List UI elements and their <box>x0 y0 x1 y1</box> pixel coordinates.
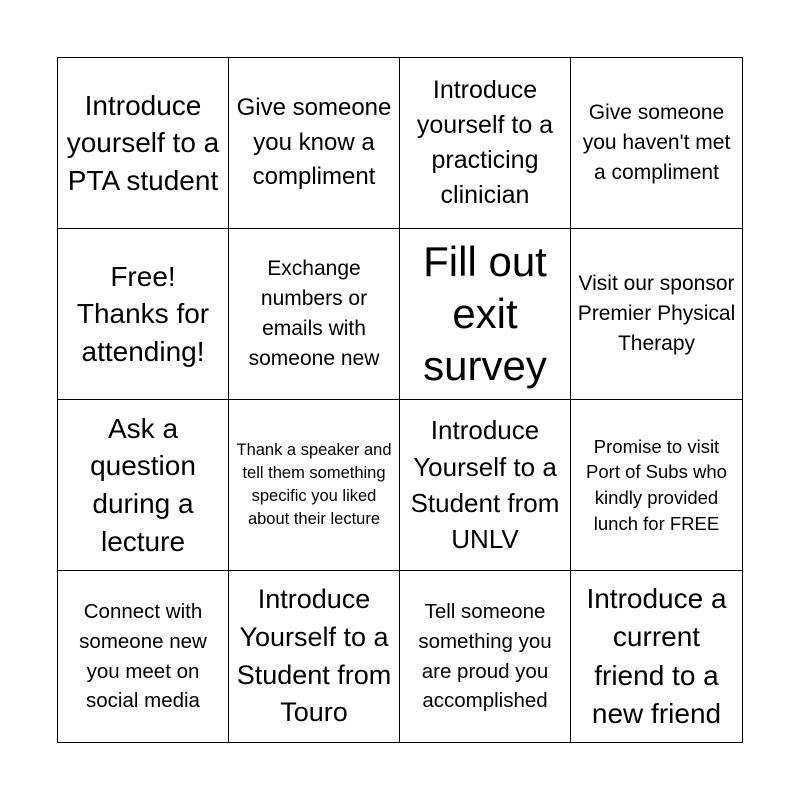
bingo-cell-r4c3[interactable] <box>400 571 571 742</box>
bingo-cell-text: Exchange numbers or emails with someone new <box>248 257 380 370</box>
bingo-cell-r3c4[interactable] <box>571 400 742 571</box>
bingo-cell-text: Visit our sponsor Premier Physical Therapy <box>577 272 736 355</box>
bingo-cell-text: Introduce yourself to a PTA student <box>66 89 220 196</box>
bingo-cell-r2c1[interactable] <box>58 229 229 400</box>
bingo-cell-text: Ask a question during a lecture <box>90 412 196 557</box>
bingo-board <box>57 57 743 743</box>
bingo-cell-text: Free! Thanks for attending! <box>76 260 210 367</box>
bingo-cell-r3c3[interactable] <box>400 400 571 571</box>
bingo-cell-text: Introduce yourself to a practicing clinician <box>416 75 554 210</box>
bingo-cell-free-space[interactable] <box>400 229 571 400</box>
bingo-cell-r3c2[interactable] <box>229 400 400 571</box>
bingo-cell-text: Tell someone something you are proud you accomplished <box>418 600 552 713</box>
bingo-cell-text: Give someone you know a compliment <box>236 93 392 191</box>
bingo-cell-r1c4[interactable] <box>571 58 742 229</box>
bingo-cell-text: Give someone you haven't met a compliment <box>582 101 731 184</box>
bingo-cell-text: Connect with someone new you meet on social media <box>79 600 207 713</box>
bingo-cell-text: Introduce Yourself to a Student from Touro <box>236 583 392 728</box>
bingo-cell-text: Introduce Yourself to a Student from UNLV <box>410 415 560 555</box>
bingo-cell-r4c2[interactable] <box>229 571 400 742</box>
bingo-cell-text: Fill out exit survey <box>423 237 547 390</box>
bingo-cell-r4c1[interactable] <box>58 571 229 742</box>
bingo-cell-r2c4[interactable] <box>571 229 742 400</box>
bingo-cell-text: Promise to visit Port of Subs who kindly provided lunch for FREE <box>586 435 727 534</box>
bingo-cell-text: Introduce a current friend to a new friend <box>586 583 727 729</box>
bingo-cell-text: Thank a speaker and tell them something specific you liked about their lecture <box>236 441 392 528</box>
bingo-cell-r1c3[interactable] <box>400 58 571 229</box>
bingo-cell-r2c2[interactable] <box>229 229 400 400</box>
bingo-cell-r4c4[interactable] <box>571 571 742 742</box>
bingo-cell-r1c2[interactable] <box>229 58 400 229</box>
bingo-cell-r1c1[interactable] <box>58 58 229 229</box>
bingo-cell-r3c1[interactable] <box>58 400 229 571</box>
